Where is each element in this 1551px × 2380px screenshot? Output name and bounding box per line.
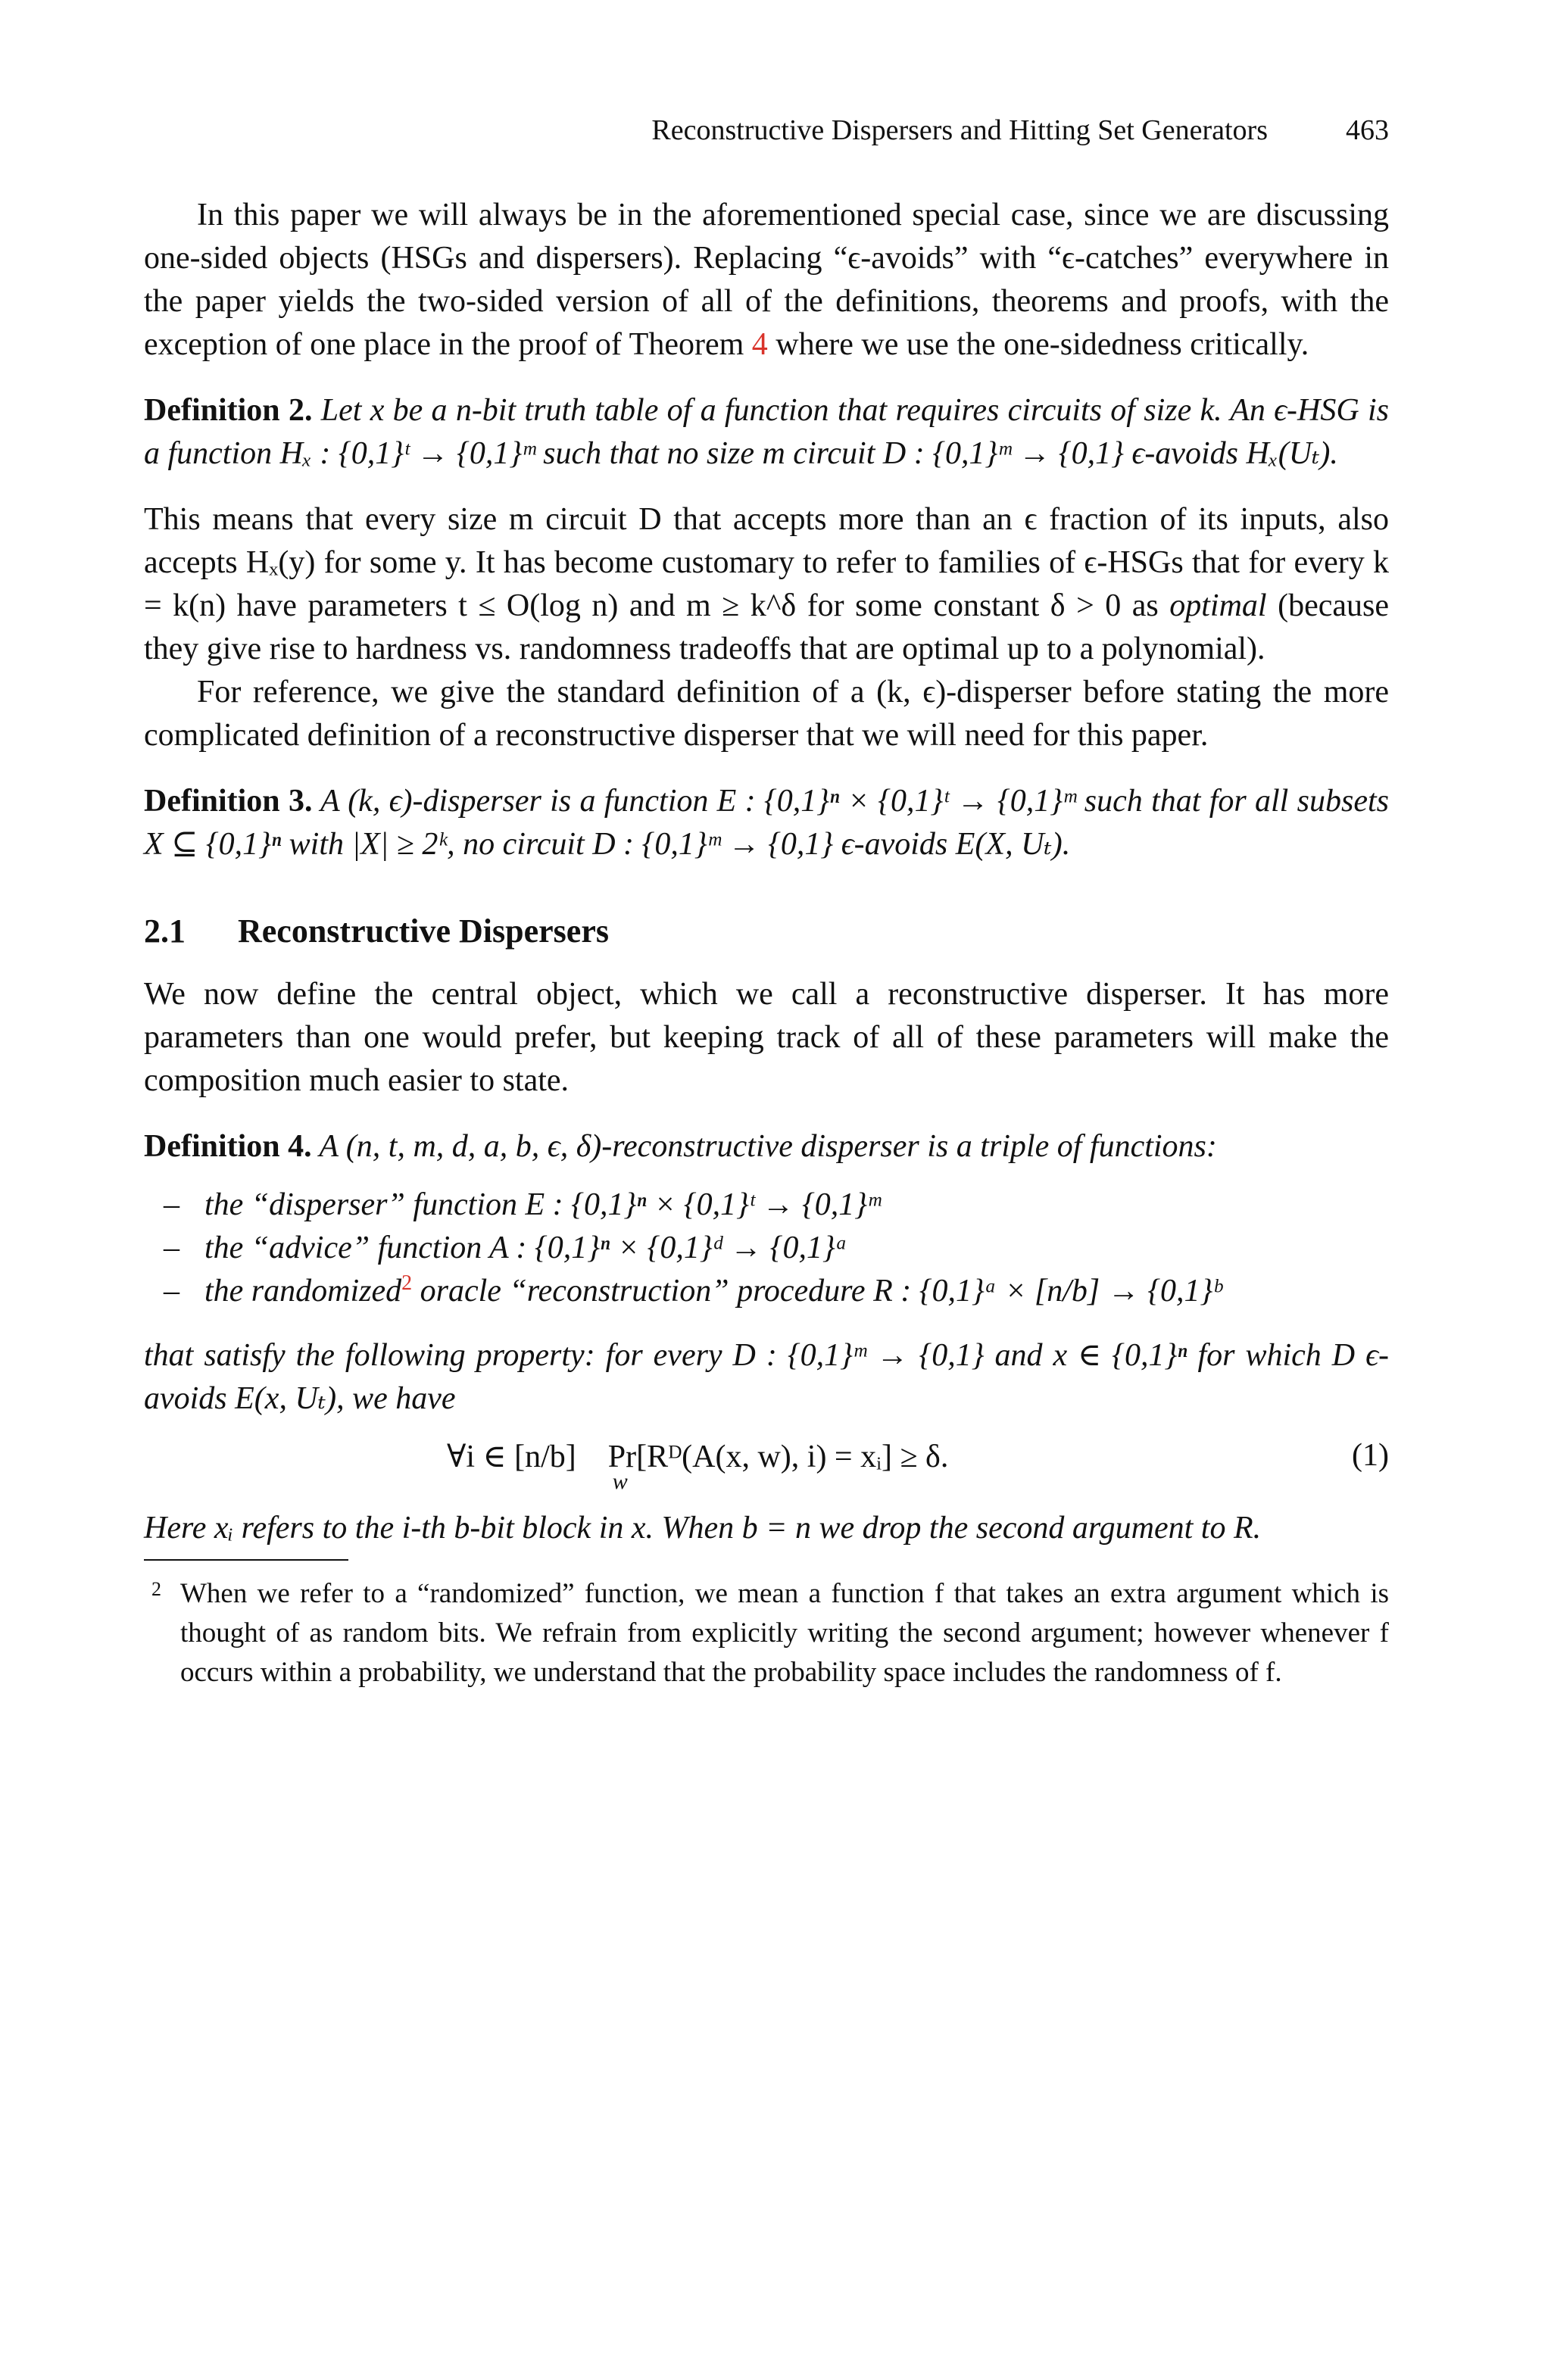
running-title: Reconstructive Dispersers and Hitting Set Generators	[651, 114, 1268, 146]
footnote-divider	[144, 1559, 348, 1561]
list-item: – the “advice” function A : {0,1}ⁿ × {0,1}ᵈ → {0,1}ᵃ	[164, 1231, 848, 1265]
definition-4-list	[144, 1184, 1389, 1313]
central-object-paragraph: We now define the central object, which we call a reconstructive disperser. It has more parameters than one would prefer, but keeping track of all of these parameters will make the composition much easier to state.	[144, 977, 1389, 1098]
intro-text-a: In this paper we will always be in the aforementioned special case, since we are discussing one-sided objects (HSGs and dispersers). Replacing “ϵ-avoids” with “ϵ-catches” everywhere in the paper yields the two-sided version of all of the definitions, theorems and proofs, with the exception of one place in the proof of Theorem	[144, 198, 1389, 362]
footnote	[144, 1574, 1389, 1692]
list-item-text-b: oracle “reconstruction” procedure R : {0,1}ᵃ × [n/b] → {0,1}ᵇ	[412, 1274, 1222, 1309]
equation-number: (1)	[1352, 1438, 1389, 1473]
equation-lhs: ∀i ∈ [n/b]	[447, 1440, 576, 1474]
definition-4	[144, 1125, 1389, 1168]
probability-symbol: Pr	[607, 1440, 637, 1474]
section-heading	[144, 912, 1389, 950]
definition-2-body: Let x be a n-bit truth table of a function that requires circuits of size k. An ϵ-HSG is a function Hₓ : {0,1}ᵗ → {0,1}ᵐ such that no size m circuit D : {0,1}ᵐ → {0,1} ϵ-avoids Hₓ(Uₜ).	[144, 393, 1389, 471]
probability-subscript: w	[612, 1469, 628, 1494]
reference-paragraph: For reference, we give the standard definition of a (k, ϵ)-disperser before stating the more complicated definition of a reconstructive disperser that we will need for this paper.	[144, 675, 1389, 753]
list-item-text: the “advice” function A : {0,1}ⁿ × {0,1}ᵈ → {0,1}ᵃ	[204, 1231, 848, 1265]
display-equation	[144, 1428, 1389, 1496]
footnote-reference-link[interactable]: 2	[401, 1271, 413, 1295]
definition-4-body: A (n, t, m, d, a, b, ϵ, δ)-reconstructive disperser is a triple of functions:	[311, 1129, 1217, 1164]
para2-text-b: (because they give rise to hardness vs. randomness tradeoffs that are optimal up to a polynomial).	[144, 588, 1389, 666]
section-number: 2.1	[144, 912, 186, 950]
equation-rhs: [Rᴰ(A(x, w), i) = xᵢ] ≥ δ.	[636, 1440, 949, 1474]
section-title: Reconstructive Dispersers	[238, 912, 609, 950]
list-item: – the “disperser” function E : {0,1}ⁿ × {0,1}ᵗ → {0,1}ᵐ	[164, 1187, 881, 1222]
paper-page	[144, 114, 1389, 1692]
running-header	[144, 114, 1389, 156]
definition-2-heading: Definition 2.	[144, 393, 313, 428]
definition-3-body: A (k, ϵ)-disperser is a function E : {0,1}ⁿ × {0,1}ᵗ → {0,1}ᵐ such that for all subsets X ⊆ {0,1}ⁿ with |X| ≥ 2ᵏ, no circuit D : {0,1}ᵐ → {0,1} ϵ-avoids E(X, Uₜ).	[144, 784, 1389, 862]
list-item: – the randomized$^2$ oracle “reconstruction” procedure R : {0,1}ᵃ × [n/b] → {0,1}ᵇ	[164, 1271, 1222, 1309]
definition-3-heading: Definition 3.	[144, 784, 313, 819]
footnote-mark: 2	[151, 1578, 161, 1600]
list-item-text-a: the randomized	[204, 1274, 402, 1309]
page-number: 463	[1346, 114, 1389, 146]
intro-paragraph	[144, 194, 1389, 367]
para2-text-a: This means that every size m circuit D that accepts more than an ϵ fraction of its inputs, also accepts Hₓ(y) for some y. It has become customary to refer to families of ϵ-HSGs that for every k = k(n) have parameters t ≤ O(log n) and m ≥ k^δ for some constant δ > 0 as	[144, 502, 1389, 623]
hsg-explanation-paragraph	[144, 498, 1389, 671]
equation-formula	[447, 1437, 949, 1494]
theorem-reference-link[interactable]: 4	[751, 327, 768, 362]
probability-operator	[607, 1439, 637, 1494]
intro-text-b: where we use the one-sidedness critically.	[767, 327, 1309, 362]
definition-4-heading: Definition 4.	[144, 1129, 312, 1164]
definition-4-property: that satisfy the following property: for every D : {0,1}ᵐ → {0,1} and x ∈ {0,1}ⁿ for which D ϵ-avoids E(x, Uₜ), we have	[144, 1338, 1389, 1416]
footnote-text: When we refer to a “randomized” function, we mean a function f that takes an extra argument which is thought of as random bits. We refrain from explicitly writing the second argument; however whenever f occurs within a probability, we understand that the probability space includes the randomness of f.	[180, 1578, 1389, 1688]
definition-2	[144, 389, 1389, 476]
list-item-text: the “disperser” function E : {0,1}ⁿ × {0,1}ᵗ → {0,1}ᵐ	[204, 1187, 881, 1222]
optimal-term: optimal	[1169, 588, 1267, 623]
definition-3	[144, 780, 1389, 866]
closing-paragraph: Here xᵢ refers to the i-th b-bit block in x. When b = n we drop the second argument to R.	[144, 1511, 1262, 1546]
